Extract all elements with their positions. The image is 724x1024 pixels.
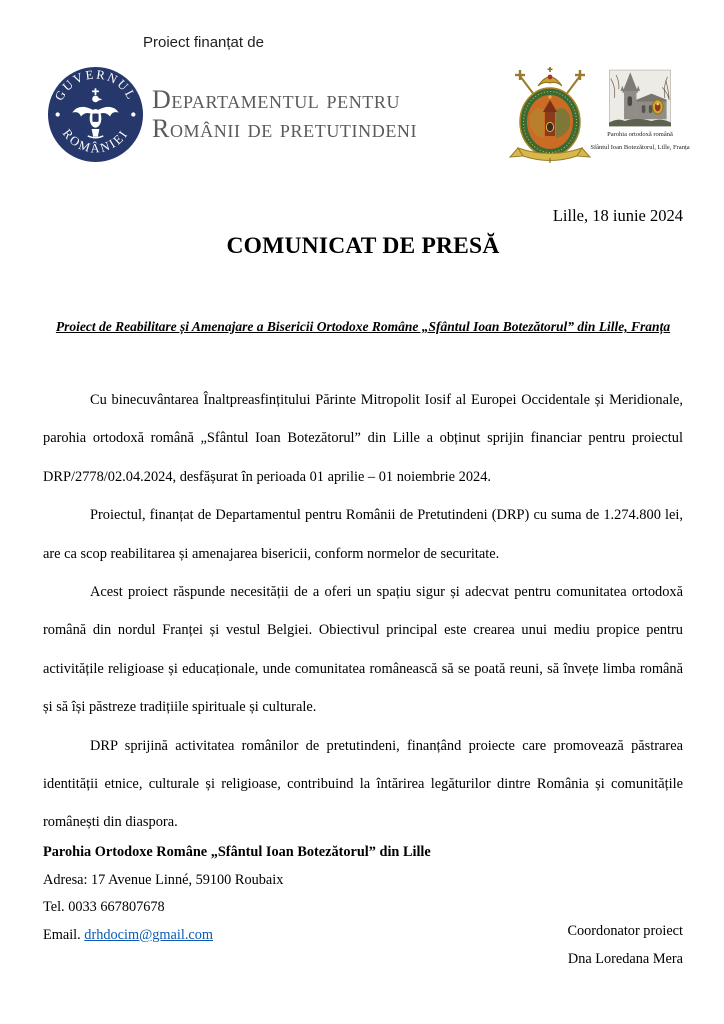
contact-block xyxy=(43,839,431,949)
email-label: Email. xyxy=(43,926,85,943)
romanian-government-seal-icon xyxy=(47,66,144,163)
department-name xyxy=(152,85,417,143)
paragraph-2: Proiectul, finanțat de Departamentul pentru Românii de Pretutindeni (DRP) cu suma de 1.274.800 lei, are ca scop reabilitarea și amenajarea bisericii, conform normelor de securitate. xyxy=(43,507,683,562)
press-release-body xyxy=(43,381,683,842)
department-name-line2: Românii de pretutindeni xyxy=(152,114,418,143)
parish-address: Adresa: 17 Avenue Linné, 59100 Roubaix xyxy=(43,871,284,888)
page-title: COMUNICAT DE PRESĂ xyxy=(226,233,500,259)
paragraph-4: DRP sprijină activitatea românilor de pretutindeni, finanțând proiecte care promovează păstrarea identității etnice, culturale și religioase, contribuind la întărirea legăturilor dintre România și comunitățile românești din diaspora. xyxy=(43,737,683,831)
parish-phone: Tel. 0033 667807678 xyxy=(43,899,165,916)
project-subject-heading: Proiect de Reabilitare și Amenajare a Bisericii Ortodoxe Române „Sfântul Ioan Botezătorul” din Lille, Franța xyxy=(55,319,671,334)
signature-block xyxy=(567,917,683,973)
paragraph-3: Acest proiect răspunde necesității de a oferi un spațiu sigur și adecvat pentru comunitatea ortodoxă română din nordul Franței și vestul Belgiei. Obiectivul principal este crearea unui mediu propice pentru activitățile religioase și educaționale, unde comunitatea românească să se poată reuni, să învețe limba română și să își păstreze tradițiile spirituale și culturale. xyxy=(43,584,683,716)
financed-by-label: Proiect finanțat de xyxy=(143,34,264,51)
coordinator-name: Dna Loredana Mera xyxy=(567,951,683,967)
parish-caption-line2: Sfântul Ioan Botezătorul, Lille, Franța xyxy=(590,144,690,151)
department-name-line1: Departamentul pentru xyxy=(152,85,401,114)
email-link[interactable]: drhdocim@gmail.com xyxy=(84,926,214,943)
gov-seal-bottom-text: ROMÂNIEI xyxy=(59,126,132,156)
parish-org-name: Parohia Ortodoxe Române „Sfântul Ioan Botezătorul” din Lille xyxy=(43,844,431,860)
parish-photo-block xyxy=(588,69,692,152)
dateline: Lille, 18 iunie 2024 xyxy=(552,206,683,225)
parish-caption-line1: Parohia ortodoxă română xyxy=(607,131,673,138)
church-photo xyxy=(609,69,671,127)
gov-seal-top-text: GUVERNUL xyxy=(52,67,139,104)
orthodox-diocese-crest-icon xyxy=(506,64,594,164)
parish-email-line xyxy=(43,922,431,950)
paragraph-1: Cu binecuvântarea Înaltpreasfințitului Părinte Mitropolit Iosif al Europei Occidentale și Meridionale, parohia ortodoxă română „Sfântul Ioan Botezătorul” din Lille a obținut sprijin financiar pentru proiectul DRP/2778/02.04.2024, desfășurat în perioada 01 aprilie – 01 noiembrie 2024. xyxy=(43,392,683,485)
coordinator-role: Coordonator proiect xyxy=(567,923,683,939)
